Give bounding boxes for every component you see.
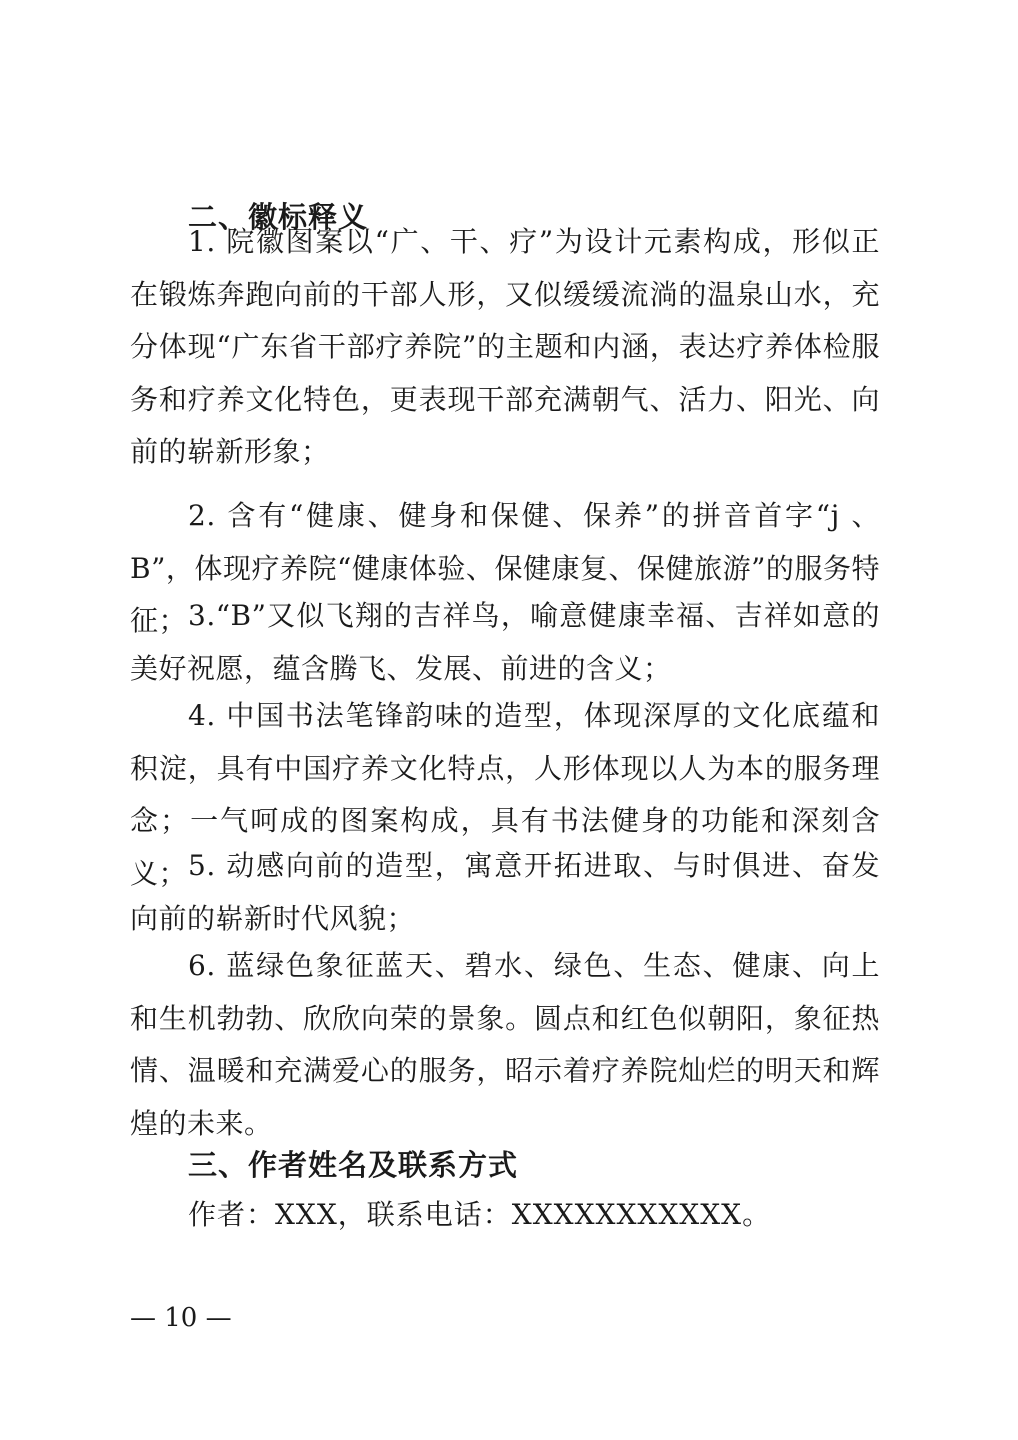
page-number: — 10 — [130,1303,232,1333]
paragraph-item-3: 3.“B”又似飞翔的吉祥鸟，喻意健康幸福、吉祥如意的美好祝愿，蕴含腾飞、发展、前进的含义； [130,599,880,685]
paragraph-item-1: 1. 院徽图案以“广、干、疗”为设计元素构成，形似正在锻炼奔跑向前的干部人形，又似缓缓流淌的温泉山水，充分体现“广东省干部疗养院”的主题和内涵，表达疗养体检服务和疗养文化特色，更表现干部充满朝气、活力、阳光、向前的崭新形象； [130,225,880,468]
paragraph-item-6: 6. 蓝绿色象征蓝天、碧水、绿色、生态、健康、向上和生机勃勃、欣欣向荣的景象。圆点和红色似朝阳，象征热情、温暖和充满爱心的服务，昭示着疗养院灿烂的明天和辉煌的未来。 [130,949,880,1140]
author-contact-line: 作者：XXX，联系电话：XXXXXXXXXXX。 [188,1198,772,1231]
section-heading-author-contact: 三、作者姓名及联系方式 [188,1148,519,1182]
paragraph-item-5: 5. 动感向前的造型，寓意开拓进取、与时俱进、奋发向前的崭新时代风貌； [130,849,880,935]
section-heading-logo-meaning: 二、徽标释义 [188,200,369,234]
paragraph-item-2: 2. 含有“健康、健身和保健、保养”的拼音首字“j 、B”，体现疗养院“健康体验、保健康复、保健旅游”的服务特征； [130,499,880,637]
paragraph-item-4: 4. 中国书法笔锋韵味的造型，体现深厚的文化底蕴和积淀，具有中国疗养文化特点，人形体现以人为本的服务理念；一气呵成的图案构成，具有书法健身的功能和深刻含义； [130,699,880,890]
